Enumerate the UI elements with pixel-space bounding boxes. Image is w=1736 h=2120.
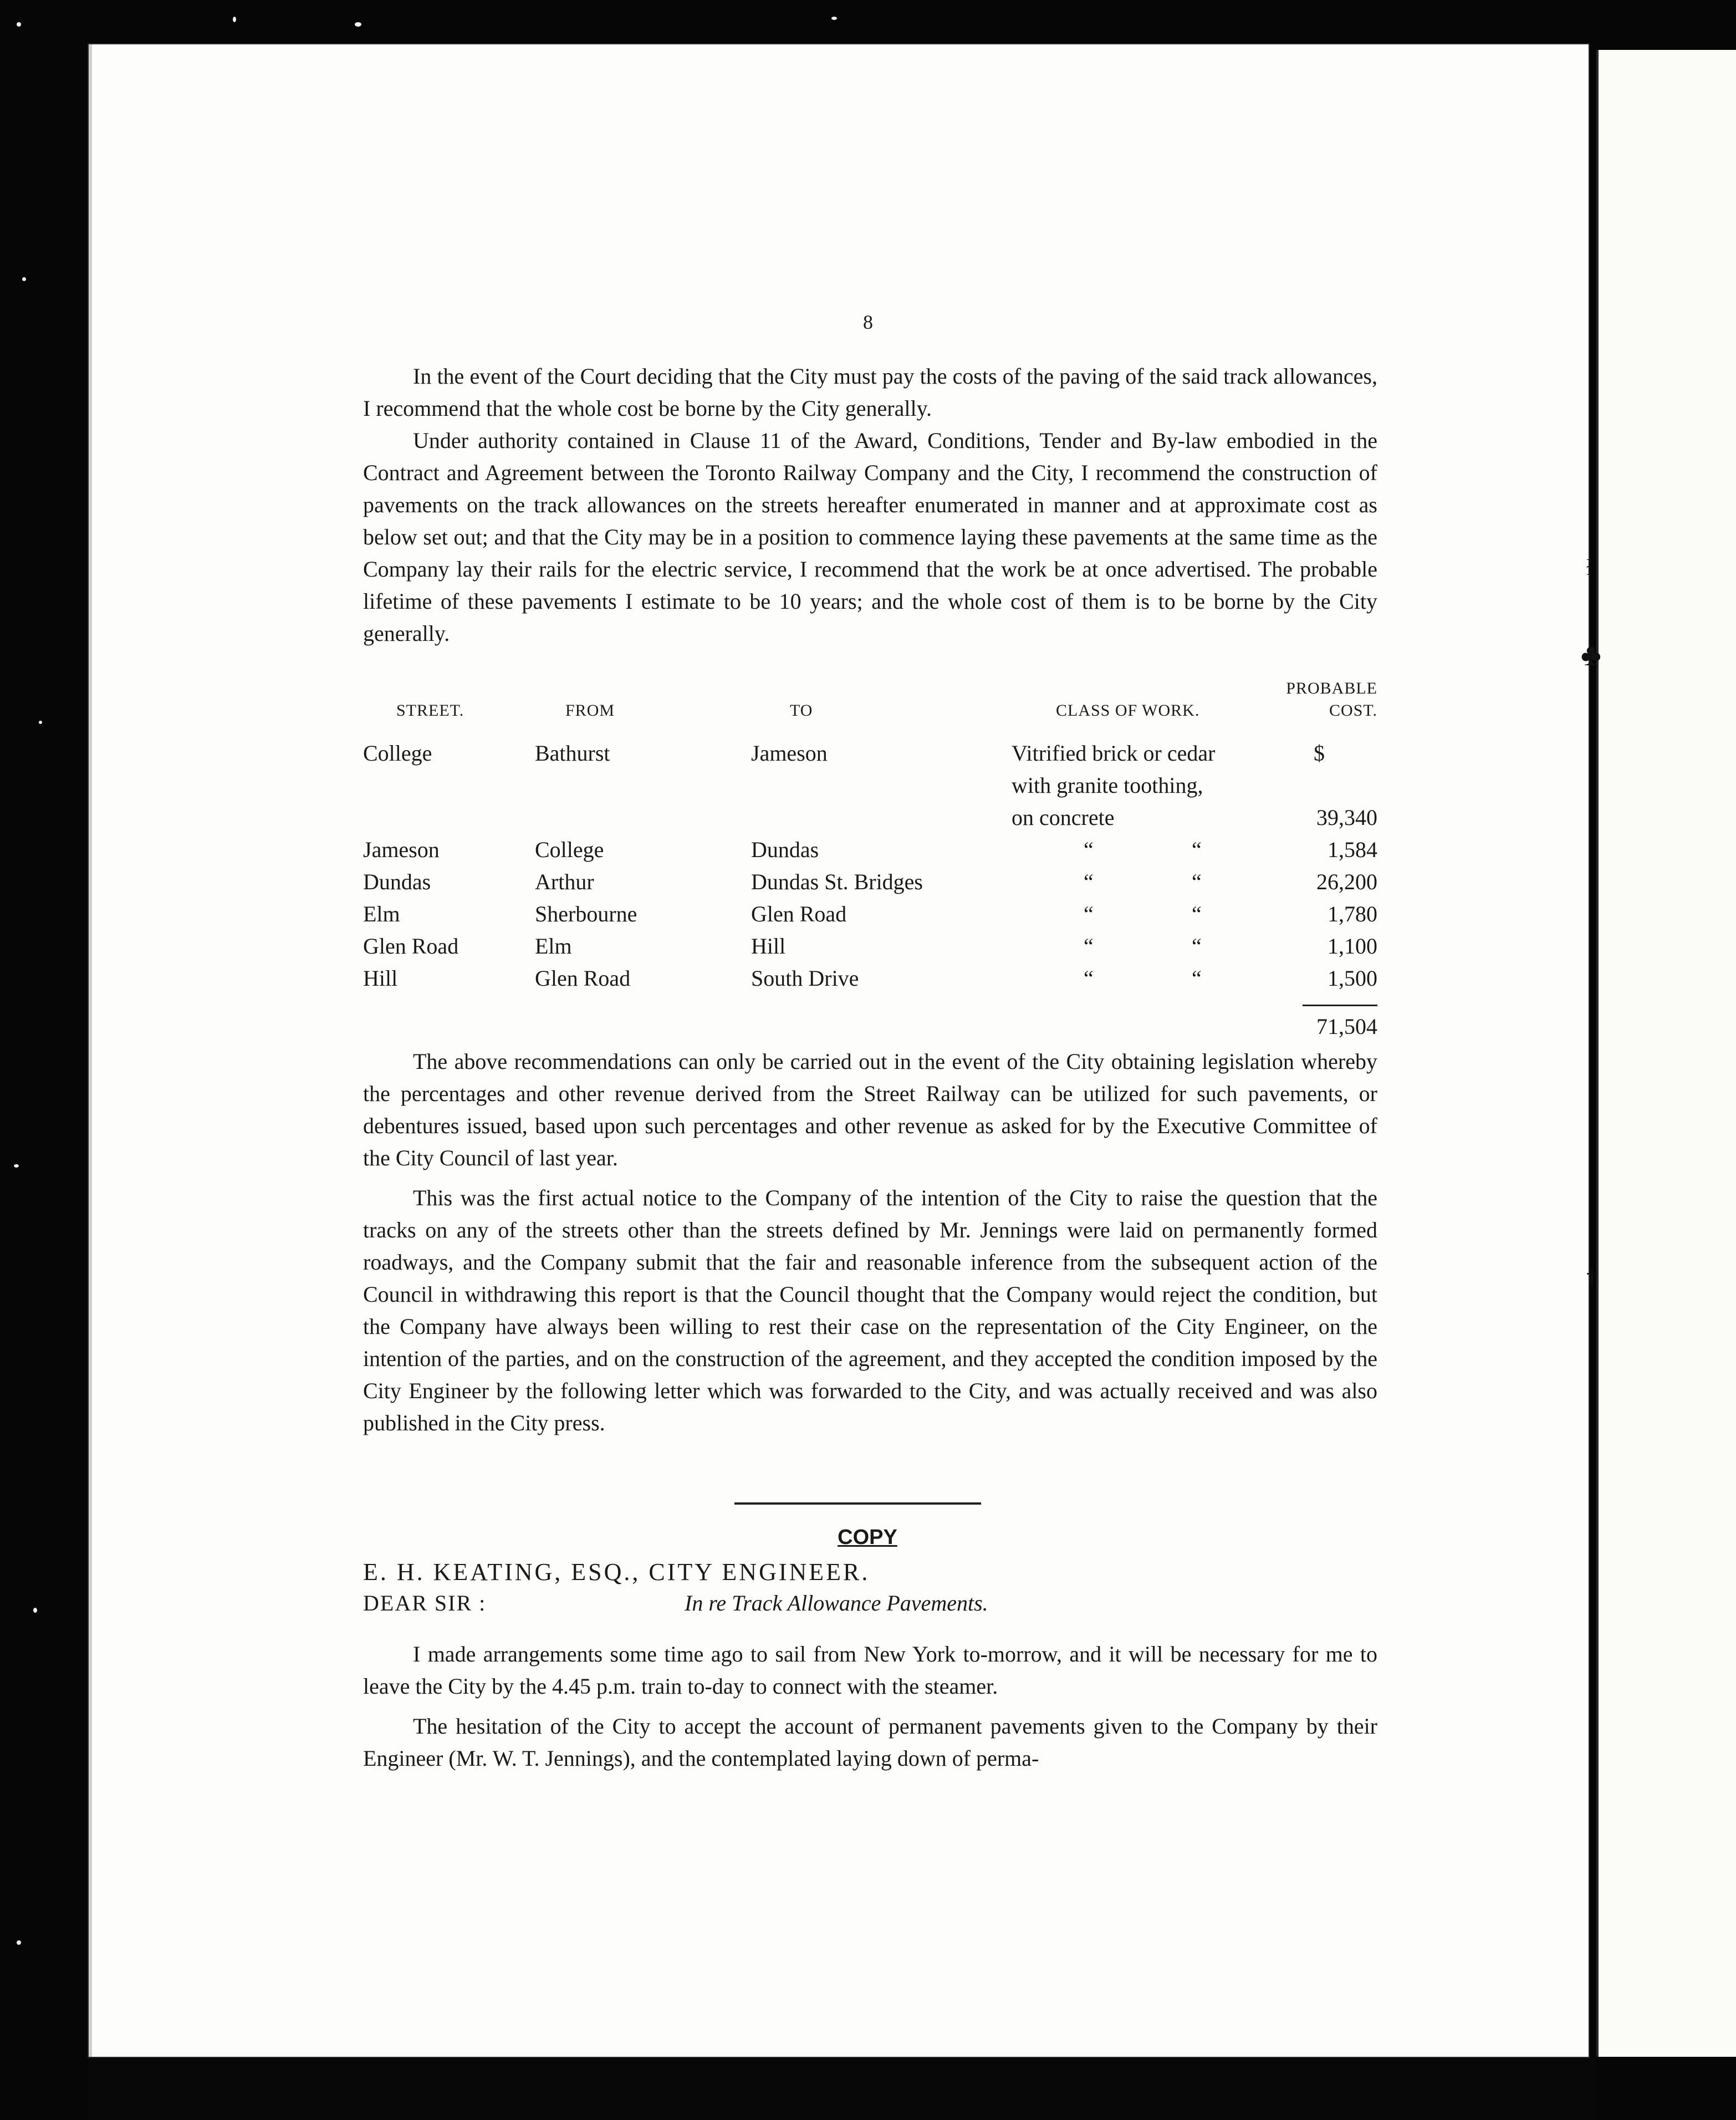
facing-page-edge xyxy=(1596,50,1736,2057)
cell-street: Hill xyxy=(363,966,398,991)
column-header-cost-line1: PROBABLE xyxy=(1286,679,1377,697)
cell-cost: 39,340 xyxy=(1316,805,1377,830)
total-cost: 71,504 xyxy=(1316,1014,1377,1039)
scan-speck xyxy=(17,22,21,27)
column-header-street: STREET. xyxy=(396,701,464,720)
closing-text xyxy=(363,1046,1377,1439)
ditto-mark: “ xyxy=(1084,869,1094,894)
paragraph: In the event of the Court deciding that the City must pay the costs of the paving of the said track allowances, I recommend that the whole cost be borne by the City generally. xyxy=(363,364,1377,421)
cell-street: College xyxy=(363,741,432,766)
margin-mark: ɫ xyxy=(1586,555,1593,580)
scan-bottom-border xyxy=(89,2058,1596,2120)
ditto-mark: “ xyxy=(1192,901,1202,926)
page-number: 8 xyxy=(863,311,873,333)
cell-to: Glen Road xyxy=(751,901,847,926)
letter-addressee: E. H. KEATING, ESQ., CITY ENGINEER. xyxy=(363,1558,870,1586)
scan-speck xyxy=(831,17,837,20)
ditto-mark: “ xyxy=(1192,934,1202,959)
cell-to: Jameson xyxy=(751,741,828,766)
cell-class-line: on concrete xyxy=(1012,805,1115,830)
ditto-mark: “ xyxy=(1192,837,1202,862)
cell-to: Hill xyxy=(751,934,786,959)
cell-street: Elm xyxy=(363,901,400,926)
paragraph: The hesitation of the City to accept the account of permanent pavements given to the Company by their Engineer (Mr. W. T. Jennings), and the contemplated laying down of perma- xyxy=(363,1714,1377,1771)
cell-from: Arthur xyxy=(535,869,594,894)
cell-cost: 1,100 xyxy=(1327,934,1377,959)
scan-speck xyxy=(355,22,361,27)
scan-speck xyxy=(39,721,42,724)
column-header-cost-line2: COST. xyxy=(1329,701,1377,720)
cell-from: Elm xyxy=(535,934,572,959)
scan-speck xyxy=(14,1164,19,1168)
paragraph: This was the first actual notice to the Company of the intention of the City to raise the question that the tracks on any of the streets other than the streets defined by Mr. Jennings were laid on permanently formed roadways, and the Company submit that the fair and reasonable inference from the subsequent action of the Council in withdrawing this report is that the Council thought that the Company would reject the condition, but the Company have always been willing to rest their case on the representation of the City Engineer, on the intention of the parties, and on the construction of the agreement, and they accepted the condition imposed by the City Engineer by the following letter which was forwarded to the City, and was actually received and was also published in the City press. xyxy=(363,1185,1377,1435)
paragraph: The above recommendations can only be carried out in the event of the City obtaining legislation whereby the percentages and other revenue derived from the Street Railway can be utilized for such pavements, or debentures issued, based upon such percentages and other revenue as asked for by the Executive Committee of the City Council of last year. xyxy=(363,1049,1377,1170)
ditto-mark: “ xyxy=(1084,837,1094,862)
paragraph: Under authority contained in Clause 11 of the Award, Conditions, Tender and By-law embodied in the Contract and Agreement between the Toronto Railway Company and the City, I recommend the construction of pavements on the track allowances on the streets hereafter enumerated in manner and at approximate cost as below set out; and that the City may be in a position to commence laying these pavements at the same time as the Company lay their rails for the electric service, I recommend that the work be at once advertised. The probable lifetime of these pavements I estimate to be 10 years; and the whole cost of them is to be borne by the City generally. xyxy=(363,428,1377,646)
section-divider xyxy=(734,1502,981,1505)
cell-cost: 1,584 xyxy=(1327,837,1377,862)
cell-to: South Drive xyxy=(751,966,859,991)
ditto-mark: “ xyxy=(1084,901,1094,926)
margin-mark: ♣ xyxy=(1581,638,1601,672)
column-header-to: TO xyxy=(790,701,813,720)
total-rule xyxy=(1303,1005,1377,1006)
cell-class-line: Vitrified brick or cedar xyxy=(1012,741,1216,766)
scan-speck xyxy=(33,1608,37,1613)
ditto-mark: “ xyxy=(1192,869,1202,894)
letter-subject: In re Track Allowance Pavements. xyxy=(685,1591,988,1616)
cell-street: Jameson xyxy=(363,837,440,862)
cell-street: Glen Road xyxy=(363,934,459,959)
column-header-from: FROM xyxy=(565,701,615,720)
letter-salutation: DEAR SIR : xyxy=(363,1591,487,1616)
cell-from: Bathurst xyxy=(535,741,610,766)
cell-to: Dundas xyxy=(751,837,819,862)
cell-cost: 1,500 xyxy=(1327,966,1377,991)
cell-from: College xyxy=(535,837,604,862)
column-header-class: CLASS OF WORK. xyxy=(1056,701,1200,720)
cell-class-line: with granite toothing, xyxy=(1012,773,1203,798)
cell-to: Dundas St. Bridges xyxy=(751,869,923,894)
copy-heading: COPY xyxy=(838,1526,897,1549)
cell-street: Dundas xyxy=(363,869,431,894)
scan-speck xyxy=(233,17,236,22)
ditto-mark: “ xyxy=(1084,934,1094,959)
cell-from: Sherbourne xyxy=(535,901,637,926)
ditto-mark: “ xyxy=(1084,966,1094,991)
scan-speck xyxy=(22,277,26,281)
scan-speck xyxy=(17,1940,21,1945)
currency-symbol: $ xyxy=(1314,741,1325,766)
paragraph: I made arrangements some time ago to sail from New York to-morrow, and it will be necessary for me to leave the City by the 4.45 p.m. train to-day to connect with the steamer. xyxy=(363,1642,1377,1699)
intro-text xyxy=(363,360,1377,650)
cell-cost: 26,200 xyxy=(1316,869,1377,894)
letter-body xyxy=(363,1638,1377,1775)
cell-from: Glen Road xyxy=(535,966,631,991)
ditto-mark: “ xyxy=(1192,966,1202,991)
cell-cost: 1,780 xyxy=(1327,901,1377,926)
margin-mark: † xyxy=(1586,1265,1597,1290)
